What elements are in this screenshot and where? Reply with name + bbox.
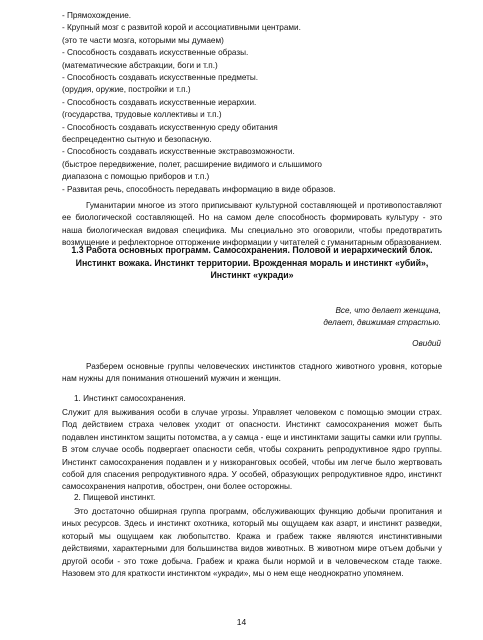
section-heading: 1.3 Работа основных программ. Самосохранения. Половой и иерархический блок. Инстинкт вожака. Инстинкт территории. Врожденная мораль и инстинкт «убий», Инстинкт «укради» xyxy=(71,245,433,281)
paragraph-text: Служит для выживания особи в случае угрозы. Управляет человеком с помощью эмоции страх. Под действием страха человек уходит от опасности. Инстинкт самосохранения может быть подавлен инстинктом защиты потомства, а у самца - еще и инстинктами защиты самки или группы. В этом случае особь подвергает опасности себя, чтобы сохранить репродуктивное ядро группы. Инстинкт самосохранения подавлен и у низкоранговых особей, чтобы им легче было жертвовать собой для спасения репродуктивного ядра. У особей, образующих репродуктивное ядро, инстинкт самосохранения напротив, обострен, они более осторожны. xyxy=(62,408,442,492)
subsection-title-self-preservation: 1. Инстинкт самосохранения. xyxy=(74,394,186,403)
list-item: беспрецедентно сытную и безопасную. xyxy=(62,135,212,145)
list-item: диапазона с помощью приборов и т.п.) xyxy=(62,172,210,182)
epigraph-line: Все, что делает женщина, xyxy=(335,306,441,315)
page-number: 14 xyxy=(236,617,247,627)
epigraph xyxy=(191,305,441,330)
paragraph-self-preservation xyxy=(62,407,442,494)
paragraph-humanitarians xyxy=(62,200,442,250)
paragraph-text: Это достаточно обширная группа программ, обслуживающих функцию добычи пропитания и иных ресурсов. Здесь и инстинкт охотника, который мы ощущаем как азарт, и инстинкт разведки, который мы ощущаем как любопытство. Кража и грабеж также являются инстинктивными действиями, характерными для большинства видов животных. В животном мире отъем добычи у другой особи - это тоже добыча. Грабеж и кража были нормой и в человеческом стаде также. Назовем это для краткости инстинктом «укради», мы о нем еще неоднократно упомянем. xyxy=(62,507,442,579)
list-item: - Способность создавать искусственные экстравозможности. xyxy=(62,147,295,157)
list-item: (математические абстракции, боги и т.п.) xyxy=(62,60,218,70)
list-item: (это те части мозга, которыми мы думаем) xyxy=(62,35,224,45)
paragraph-text: Гуманитарии многое из этого приписывают культурной составляющей и противопоставляют ее биологической составляющей. Но на самом деле способность формировать культуру - это наша биологическая видовая специфика. Мы специально это оговорили, чтобы предотвратить возмущение и рефлекторное отторжение информации у читателей с гуманитарным образованием. xyxy=(62,201,442,248)
list-item: - Способность создавать искусственные иерархии. xyxy=(62,97,257,107)
list-item: - Способность создавать искусственные предметы. xyxy=(62,73,259,83)
list-item: (государства, трудовые коллективы и т.п.) xyxy=(62,110,222,120)
traits-list xyxy=(62,10,442,196)
paragraph-text: Разберем основные группы человеческих инстинктов стадного животного уровня, которые нам нужны для понимания отношений мужчин и женщин. xyxy=(62,362,442,384)
list-item: (орудия, оружие, постройки и т.п.) xyxy=(62,85,191,95)
list-item: - Способность создавать искусственную среду обитания xyxy=(62,122,278,132)
subsection-title-food: 2. Пищевой инстинкт. xyxy=(74,493,156,502)
list-item: - Крупный мозг с развитой корой и ассоциативными центрами. xyxy=(62,23,301,33)
paragraph-intro xyxy=(62,361,442,386)
epigraph-line: делает, движимая страстью. xyxy=(323,318,441,328)
list-item: - Прямохождение. xyxy=(62,11,132,20)
list-item: - Способность создавать искусственные образы. xyxy=(62,48,249,58)
list-item: (быстрое передвижение, полет, расширение видимого и слышимого xyxy=(62,159,322,169)
epigraph-author: Овидий xyxy=(412,339,441,348)
paragraph-food xyxy=(62,506,442,580)
list-item: - Развитая речь, способность передавать информацию в виде образов. xyxy=(62,184,336,194)
